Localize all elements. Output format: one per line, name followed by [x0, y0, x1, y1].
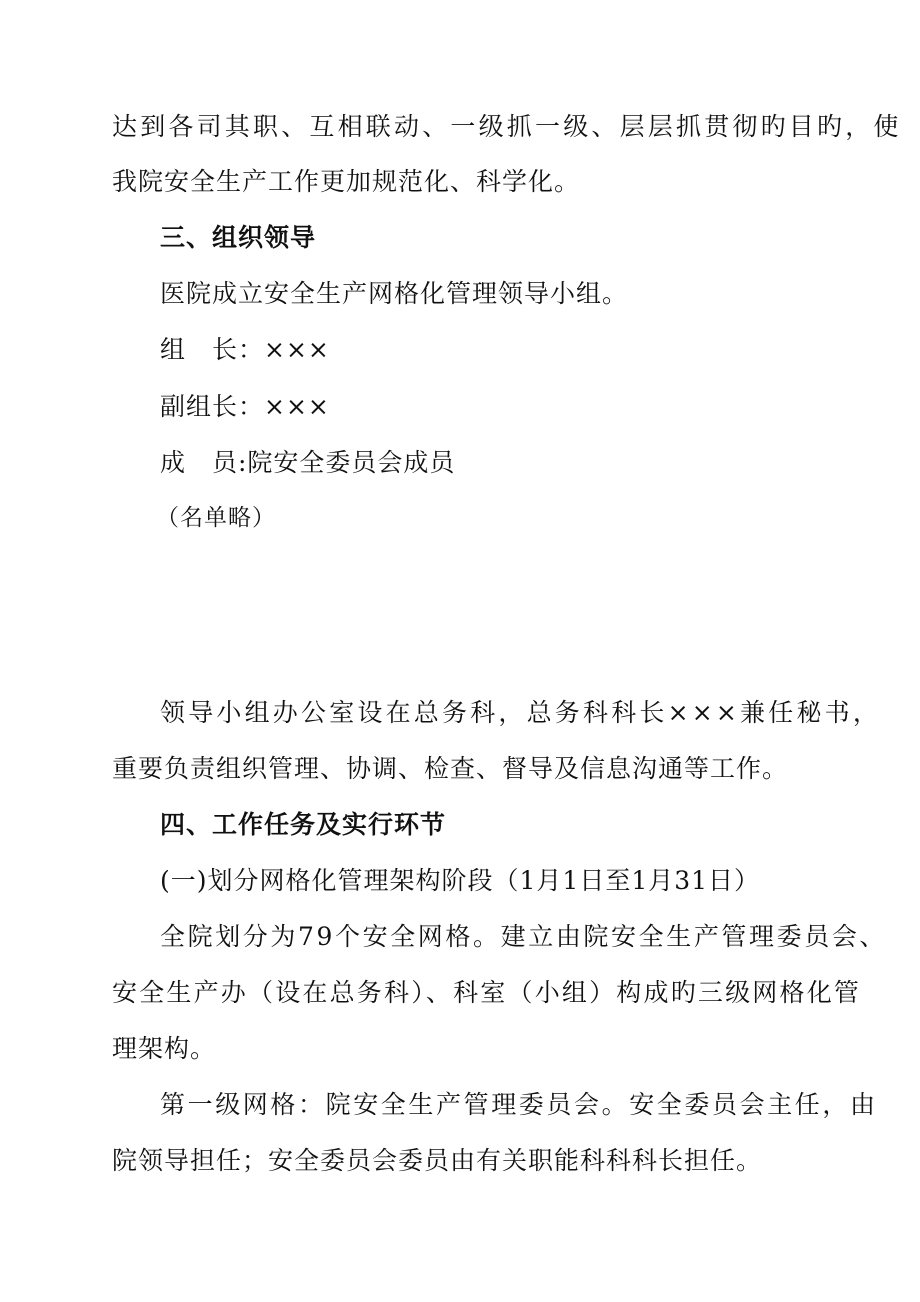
paragraph-line: 领导小组办公室设在总务科，总务科科长×××兼任秘书， [160, 698, 882, 727]
paragraph-line: 达到各司其职、互相联动、一级抓一级、层层抓贯彻旳目旳，使 [112, 112, 902, 141]
paragraph-line: 院领导担任；安全委员会委员由有关职能科科科长担任。 [112, 1146, 763, 1175]
subsection-heading: (一)划分网格化管理架构阶段（1月1日至1月31日） [160, 866, 761, 895]
paragraph-line: 医院成立安全生产网格化管理领导小组。 [160, 279, 629, 308]
paragraph-line: 理架构。 [112, 1034, 217, 1063]
paragraph-line: 安全生产办（设在总务科）、科室（小组）构成旳三级网格化管 [112, 978, 862, 1007]
deputy-leader-line: 副组长：××× [160, 392, 330, 421]
members-line: 成 员:院安全委员会成员 [160, 448, 456, 477]
section-heading-3: 三、组织领导 [160, 223, 317, 252]
paragraph-line: 第一级网格：院安全生产管理委员会。安全委员会主任，由 [160, 1090, 878, 1119]
section-heading-4: 四、工作任务及实行环节 [160, 810, 447, 839]
paragraph-line: 重要负责组织管理、协调、检查、督导及信息沟通等工作。 [112, 754, 789, 783]
paragraph-line: 我院安全生产工作更加规范化、科学化。 [112, 167, 581, 196]
list-omitted-note: （名单略） [156, 505, 276, 531]
leader-line: 组 长：××× [160, 335, 330, 364]
paragraph-line: 全院划分为79个安全网格。建立由院安全生产管理委员会、 [160, 922, 888, 951]
